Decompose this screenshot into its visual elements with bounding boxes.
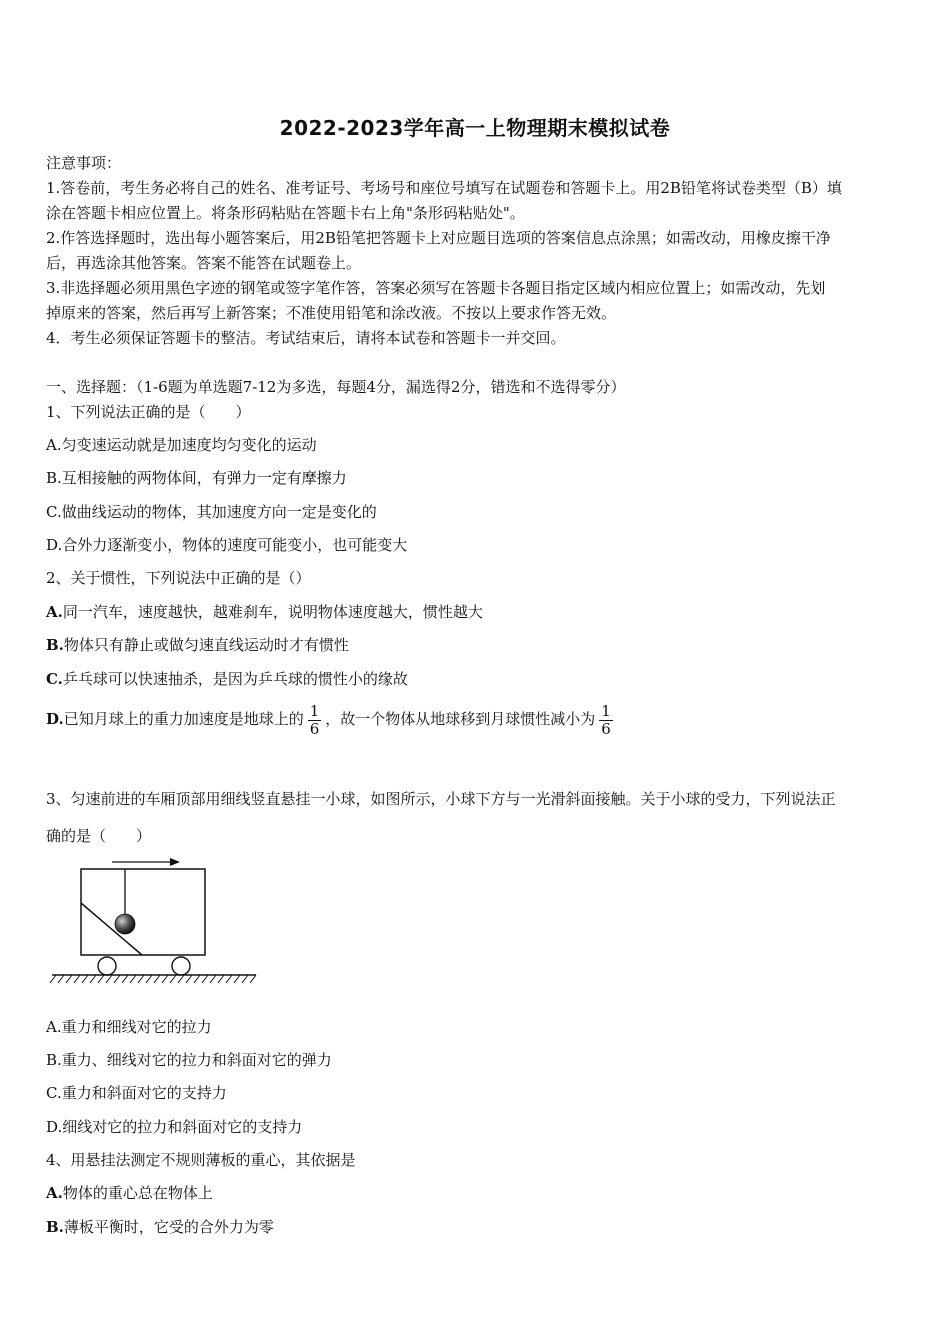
notice-line: 4．考生必须保证答题卡的整洁。考试结束后，请将本试卷和答题卡一并交回。 xyxy=(46,329,566,347)
option-text: 同一汽车，速度越快，越难刹车，说明物体速度越大，惯性越大 xyxy=(62,603,483,621)
wheel-right xyxy=(172,957,190,975)
q1-option-c: C.做曲线运动的物体，其加速度方向一定是变化的 xyxy=(46,503,377,521)
option-letter: A. xyxy=(46,1184,63,1202)
option-text: 物体只有静止或做匀速直线运动时才有惯性 xyxy=(63,636,349,654)
q2-option-b xyxy=(46,634,349,655)
q3-option-c: C.重力和斜面对它的支持力 xyxy=(46,1084,227,1102)
q3-option-b: B.重力、细线对它的拉力和斜面对它的弹力 xyxy=(46,1051,332,1069)
fraction-denominator: 6 xyxy=(309,719,320,738)
option-letter: A. xyxy=(46,603,63,621)
q1-option-b: B.互相接触的两物体间，有弹力一定有摩擦力 xyxy=(46,469,347,487)
option-text: ，故一个物体从地球移到月球惯性减小为 xyxy=(325,710,596,728)
q3-stem: 3、匀速前进的车厢顶部用细线竖直悬挂一小球，如图所示，小球下方与一光滑斜面接触。关于小球的受力，下列说法正 xyxy=(46,790,836,808)
q1-option-a: A.匀变速运动就是加速度均匀变化的运动 xyxy=(46,436,317,454)
option-text: 乒乓球可以快速抽杀，是因为乒乓球的惯性小的缘故 xyxy=(62,670,408,688)
fraction-one-sixth xyxy=(599,703,613,737)
notice-heading: 注意事项： xyxy=(46,154,122,172)
option-letter: C. xyxy=(46,670,63,688)
q3-option-a: A.重力和细线对它的拉力 xyxy=(46,1018,212,1036)
q3-option-d: D.细线对它的拉力和斜面对它的支持力 xyxy=(46,1118,303,1136)
q1-option-d: D.合外力逐渐变小，物体的速度可能变小，也可能变大 xyxy=(46,536,408,554)
q4-stem: 4、用悬挂法测定不规则薄板的重心，其依据是 xyxy=(46,1151,356,1169)
velocity-arrow xyxy=(112,858,180,866)
fraction-numerator: 1 xyxy=(601,702,611,720)
option-text: 物体的重心总在物体上 xyxy=(62,1184,213,1202)
wheel-left xyxy=(98,957,116,975)
notice-line: 3.非选择题必须用黑色字迹的钢笔或签字笔作答，答案必须写在答题卡各题目指定区域内相应位置上；如需改动，先划 xyxy=(46,279,826,297)
fraction-one-sixth xyxy=(308,703,322,737)
ground-hatching xyxy=(50,975,256,983)
fraction-numerator: 1 xyxy=(309,702,320,720)
q2-stem: 2、关于惯性，下列说法中正确的是（） xyxy=(46,569,311,587)
q1-stem: 1、下列说法正确的是（ ） xyxy=(46,403,251,421)
q2-option-d xyxy=(46,703,617,737)
option-text: 薄板平衡时，它受的合外力为零 xyxy=(63,1218,274,1236)
option-letter: B. xyxy=(46,1218,64,1236)
fraction-denominator: 6 xyxy=(601,719,611,738)
q2-option-c xyxy=(46,668,408,689)
notice-line: 后，再选涂其他答案。答案不能答在试题卷上。 xyxy=(46,254,362,272)
option-text: 已知月球上的重力加速度是地球上的 xyxy=(63,710,304,728)
notice-line: 涂在答题卡相应位置上。将条形码粘贴在答题卡右上角"条形码粘贴处"。 xyxy=(46,204,525,222)
notice-line: 掉原来的答案，然后再写上新答案；不准使用铅笔和涂改液。不按以上要求作答无效。 xyxy=(46,304,617,322)
option-letter: B. xyxy=(46,636,64,654)
cart-body xyxy=(81,869,205,955)
q3-stem-cont: 确的是（ ） xyxy=(46,827,152,845)
q4-option-b xyxy=(46,1216,274,1237)
section-heading: 一、选择题：（1-6题为单选题7-12为多选，每题4分，漏选得2分，错选和不选得零分） xyxy=(46,378,626,396)
q2-option-a xyxy=(46,601,483,622)
cart-diagram xyxy=(44,852,264,986)
notice-line: 2.作答选择题时，选出每小题答案后，用2B铅笔把答题卡上对应题目选项的答案信息点涂黑；如需改动，用橡皮擦干净 xyxy=(46,229,831,247)
notice-line: 1.答卷前，考生务必将自己的姓名、准考证号、考场号和座位号填写在试题卷和答题卡上。用2B铅笔将试卷类型（B）填 xyxy=(46,179,842,197)
ball xyxy=(115,914,135,934)
option-letter: D. xyxy=(46,710,64,728)
page-title: 2022-2023学年高一上物理期末模拟试卷 xyxy=(279,116,671,140)
q4-option-a xyxy=(46,1182,213,1203)
